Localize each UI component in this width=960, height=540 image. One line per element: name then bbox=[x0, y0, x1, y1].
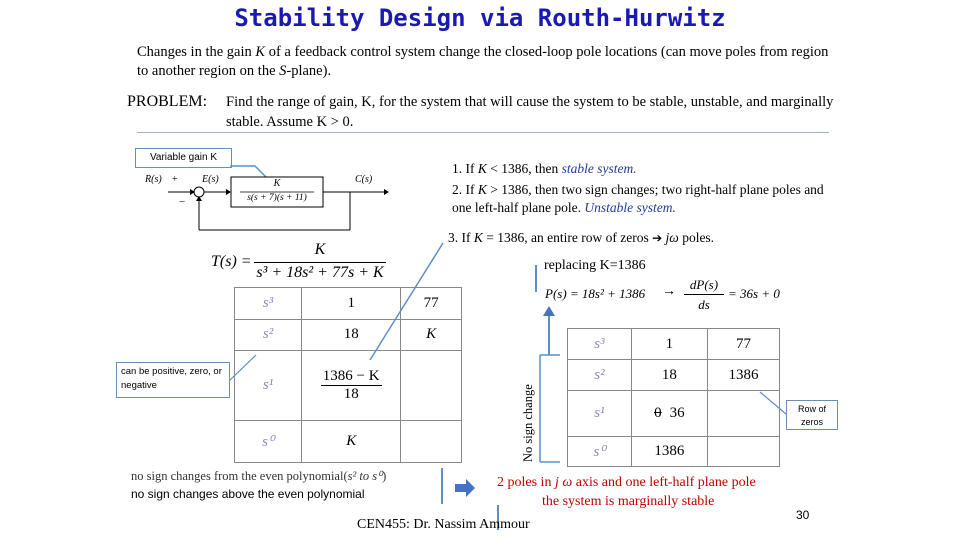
page-number: 30 bbox=[796, 508, 810, 522]
problem-label: PROBLEM: bbox=[127, 93, 208, 110]
table-row: s⁰ K bbox=[235, 420, 462, 462]
table-row: s¹ $\frac{1386 - K}{18}$ bbox=[235, 351, 462, 421]
plant-numerator: K bbox=[273, 178, 281, 189]
sum-minus: − bbox=[179, 196, 186, 208]
sign-callout: can be positive, zero, or negative bbox=[116, 362, 230, 398]
tf-lhs: T(s) = bbox=[211, 253, 252, 270]
right-arrow-icon: ➔ bbox=[652, 231, 663, 245]
aux-poly-rhs: = 36s + 0 bbox=[728, 286, 780, 301]
no-sign-change-label: No sign change bbox=[521, 384, 535, 462]
input-label: R(s) bbox=[145, 174, 162, 185]
row-of-zeros-callout: Row of zeros bbox=[786, 400, 838, 430]
even-poly-note: no sign changes from the even polynomial(s² to s⁰) bbox=[131, 469, 387, 483]
condition-3: 3. If K = 1386, an entire row of zeros ➔ jω poles. bbox=[448, 230, 715, 245]
table-row: s² 18 1386 bbox=[568, 360, 780, 391]
conclusion-line-2: the system is marginally stable bbox=[542, 494, 715, 509]
tf-denominator: s³ + 18s² + 77s + K bbox=[256, 264, 384, 281]
deriv-denominator: ds bbox=[698, 297, 710, 312]
above-even-poly-note: no sign changes above the even polynomial bbox=[131, 487, 365, 501]
variable-gain-callout: Variable gain K bbox=[135, 148, 232, 168]
error-label: E(s) bbox=[202, 174, 219, 185]
right-block-arrow-icon bbox=[455, 479, 475, 497]
table-row: s¹ 0 36 bbox=[568, 391, 780, 437]
conclusion-line-1: 2 poles in j ω axis and one left-half plane pole bbox=[497, 475, 756, 490]
struck-zero: 0 bbox=[654, 405, 662, 421]
table-row: s³ 1 77 bbox=[568, 329, 780, 360]
footer-credit: CEN455: Dr. Nassim Ammour bbox=[357, 517, 530, 532]
table-row: s² 18 K bbox=[235, 319, 462, 351]
intro-text: Changes in the gain K of a feedback control system change the closed-loop pole locations (can move poles from region to another region on the S-plane). bbox=[137, 44, 829, 79]
sum-plus: + bbox=[172, 174, 178, 185]
deriv-numerator: dP(s) bbox=[689, 277, 719, 292]
table-row: s⁰ 1386 bbox=[568, 437, 780, 467]
output-label: C(s) bbox=[355, 174, 373, 185]
aux-arrow: → bbox=[662, 284, 676, 299]
row-fraction: $\frac{1386 - K}{18}$ bbox=[322, 368, 380, 403]
table-row: s³ 1 77 bbox=[235, 288, 462, 320]
plant-denominator: s(s + 7)(s + 11) bbox=[247, 193, 307, 203]
condition-1: 1. If K < 1386, then stable system. bbox=[452, 161, 637, 176]
tf-numerator: K bbox=[314, 241, 326, 258]
slide-title: Stability Design via Routh-Hurwitz bbox=[234, 4, 726, 32]
replacing-label: replacing K=1386 bbox=[544, 258, 646, 273]
problem-text: Find the range of gain, K, for the system that will cause the system to be stable, unstable, and marginally stable. Assume K > 0. bbox=[226, 94, 834, 130]
aux-poly-lhs: P(s) = 18s² + 1386 bbox=[545, 286, 646, 301]
condition-2: 2. If K > 1386, then two sign changes; two right-half plane poles and one left-half plane pole. Unstable system. bbox=[452, 182, 824, 215]
